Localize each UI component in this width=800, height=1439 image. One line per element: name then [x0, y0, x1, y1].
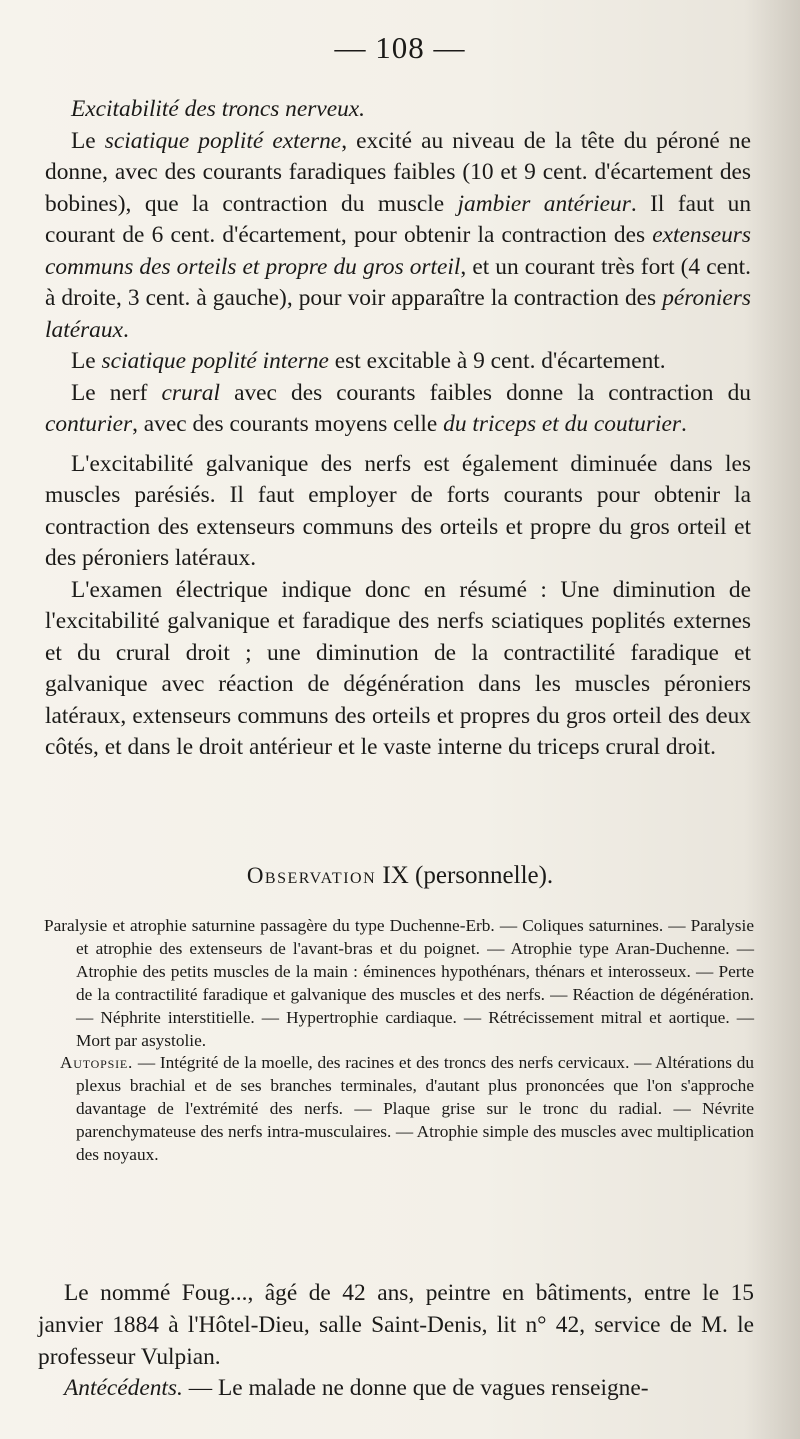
observation-heading [0, 862, 800, 890]
body-text-top [45, 94, 751, 764]
paragraph-examen-electrique: L'examen électrique indique donc en résumé : Une diminution de l'excitabilité galvanique et faradique des nerfs sciatiques poplités externes et du crural droit ; une diminution de la contractilité faradique et galvanique avec réaction de dégénération dans les muscles péroniers latéraux, extenseurs communs des orteils et propres du gros orteil des deux côtés, et dans le droit antérieur et le vaste interne du triceps crural droit. [45, 576, 751, 760]
autopsy-label: Autopsie. [60, 1053, 134, 1073]
observation-qualifier: (personnelle). [415, 862, 554, 889]
body-text-bottom [38, 1278, 754, 1405]
paragraph-nerf-crural: Le nerf crural avec des courants faibles donne la contraction du conturier, avec des courants moyens celle du triceps et du couturier. [45, 379, 751, 437]
paragraph-excitabilite-galvanique: L'excitabilité galvanique des nerfs est également diminuée dans les muscles parésiés. Il faut employer de forts courants pour obtenir la contraction des extenseurs communs des orteils et propre du gros orteil et des péroniers latéraux. [45, 450, 751, 571]
summary-clinical: Paralysie et atrophie saturnine passagère du type Duchenne-Erb. — Coliques saturnines. — Paralysie et atrophie des extenseurs de l'avant-bras et du poignet. — Atrophie type Aran-Duchenne. — Atrophie des petits muscles de la main : éminences hypothénars, thénars et interosseux. — Perte de la contractilité faradique et galvanique des muscles et des nerfs. — Réaction de dégénération. — Néphrite interstitielle. — Hypertrophie cardiaque. — Rétrécissement mitral et aortique. — Mort par asystolie. [44, 916, 754, 1050]
paragraph-sciatique-interne: Le sciatique poplité interne est excitable à 9 cent. d'écartement. [71, 348, 666, 374]
antecedents: Antécédents. — Le malade ne donne que de vagues renseigne- [64, 1375, 649, 1402]
observation-label: Observation [246, 863, 377, 888]
page-number: — 108 — [334, 30, 466, 65]
observation-number: IX [382, 862, 409, 889]
observation-summary [44, 915, 754, 1167]
paragraph-sciatique-externe: Le sciatique poplité externe, excité au niveau de la tête du péroné ne donne, avec des courants faradiques faibles (10 et 9 cent. d'écartement des bobines), que la contraction du muscle jambier antérieur. Il faut un courant de 6 cent. d'écartement, pour obtenir la contraction des extenseurs communs des orteils et propre du gros orteil, et un courant très fort (4 cent. à droite, 3 cent. à gauche), pour voir apparaître la contraction des péroniers latéraux. [45, 127, 752, 343]
summary-autopsy: Autopsie. — Intégrité de la moelle, des racines et des troncs des nerfs cervicaux. — Altérations du plexus brachial et de ses branches terminales, d'autant plus prononcées que l'on s'approche davantage de l'extrémité des nerfs. — Plaque grise sur le tronc du radial. — Névrite parenchymateuse des nerfs intra-musculaires. — Atrophie simple des muscles avec multiplication des noyaux. [60, 1053, 754, 1165]
case-intro: Le nommé Foug..., âgé de 42 ans, peintre en bâtiments, entre le 15 janvier 1884 à l'Hôtel-Dieu, salle Saint-Denis, lit n° 42, service de M. le professeur Vulpian. [38, 1280, 754, 1370]
section-title: Excitabilité des troncs nerveux. [71, 96, 366, 122]
antecedents-label: Antécédents. [64, 1375, 183, 1402]
